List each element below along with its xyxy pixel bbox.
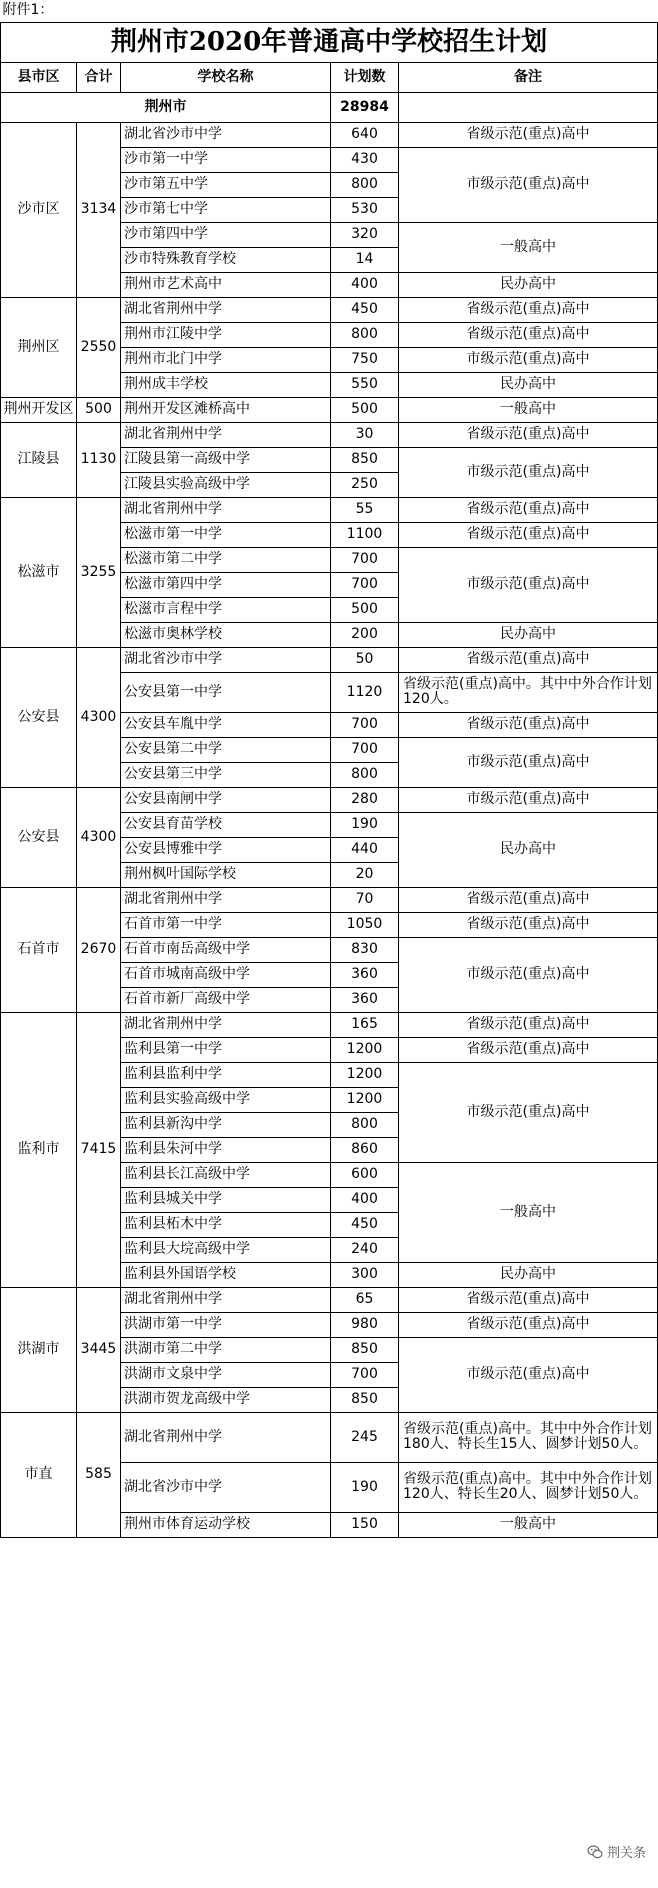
school-name-cell: 荆州开发区滩桥高中 xyxy=(121,397,331,422)
remark-cell: 省级示范(重点)高中 xyxy=(399,122,658,147)
school-name-cell: 湖北省沙市中学 xyxy=(121,1462,331,1512)
remark-cell: 市级示范(重点)高中 xyxy=(399,1337,658,1412)
school-name-cell: 沙市第七中学 xyxy=(121,197,331,222)
wechat-icon xyxy=(587,1844,603,1860)
school-name-cell: 公安县第三中学 xyxy=(121,762,331,787)
county-cell: 监利市 xyxy=(1,1012,77,1287)
plan-count-cell: 450 xyxy=(331,297,399,322)
school-name-cell: 洪湖市第二中学 xyxy=(121,1337,331,1362)
remark-cell: 省级示范(重点)高中 xyxy=(399,522,658,547)
plan-count-cell: 1200 xyxy=(331,1062,399,1087)
table-row xyxy=(1,497,658,522)
plan-count-cell: 250 xyxy=(331,472,399,497)
plan-count-cell: 550 xyxy=(331,372,399,397)
plan-count-cell: 360 xyxy=(331,962,399,987)
remark-cell: 一般高中 xyxy=(399,1512,658,1537)
watermark-text: 荆关条 xyxy=(606,1846,646,1861)
county-sum-cell: 585 xyxy=(77,1412,121,1537)
remark-cell: 市级示范(重点)高中 xyxy=(399,547,658,622)
school-name-cell: 监利县新沟中学 xyxy=(121,1112,331,1137)
school-name-cell: 湖北省荆州中学 xyxy=(121,297,331,322)
table-row xyxy=(1,1287,658,1312)
annex-label: 附件1： xyxy=(1,0,658,22)
table-row xyxy=(1,297,658,322)
school-name-cell: 公安县南闸中学 xyxy=(121,787,331,812)
school-name-cell: 监利县长江高级中学 xyxy=(121,1162,331,1187)
remark-cell: 民办高中 xyxy=(399,812,658,887)
plan-count-cell: 280 xyxy=(331,787,399,812)
table-row xyxy=(1,422,658,447)
school-name-cell: 监利县大垸高级中学 xyxy=(121,1237,331,1262)
remark-cell: 一般高中 xyxy=(399,1162,658,1262)
plan-count-cell: 400 xyxy=(331,272,399,297)
school-name-cell: 湖北省荆州中学 xyxy=(121,422,331,447)
plan-count-cell: 190 xyxy=(331,1462,399,1512)
plan-count-cell: 240 xyxy=(331,1237,399,1262)
table-row xyxy=(1,1012,658,1037)
county-sum-cell: 1130 xyxy=(77,422,121,497)
county-cell: 荆州区 xyxy=(1,297,77,397)
remark-cell: 省级示范(重点)高中 xyxy=(399,1012,658,1037)
total-label: 荆州市 xyxy=(1,92,331,122)
school-name-cell: 石首市第一中学 xyxy=(121,912,331,937)
remark-cell: 省级示范(重点)高中。其中中外合作计划120人。 xyxy=(399,672,658,712)
plan-count-cell: 360 xyxy=(331,987,399,1012)
school-name-cell: 江陵县实验高级中学 xyxy=(121,472,331,497)
county-cell: 石首市 xyxy=(1,887,77,1012)
plan-count-cell: 300 xyxy=(331,1262,399,1287)
school-name-cell: 公安县第一中学 xyxy=(121,672,331,712)
plan-count-cell: 150 xyxy=(331,1512,399,1537)
remark-cell: 省级示范(重点)高中 xyxy=(399,297,658,322)
school-name-cell: 荆州枫叶国际学校 xyxy=(121,862,331,887)
school-name-cell: 松滋市第四中学 xyxy=(121,572,331,597)
plan-count-cell: 1050 xyxy=(331,912,399,937)
plan-count-cell: 800 xyxy=(331,762,399,787)
table-row xyxy=(1,887,658,912)
plan-count-cell: 320 xyxy=(331,222,399,247)
table-row xyxy=(1,647,658,672)
plan-count-cell: 980 xyxy=(331,1312,399,1337)
county-cell: 松滋市 xyxy=(1,497,77,647)
county-cell: 市直 xyxy=(1,1412,77,1537)
plan-count-cell: 190 xyxy=(331,812,399,837)
plan-count-cell: 640 xyxy=(331,122,399,147)
school-name-cell: 荆州市艺术高中 xyxy=(121,272,331,297)
school-name-cell: 沙市第一中学 xyxy=(121,147,331,172)
plan-count-cell: 860 xyxy=(331,1137,399,1162)
table-row xyxy=(1,787,658,812)
table-row xyxy=(1,1412,658,1462)
county-sum-cell: 3445 xyxy=(77,1287,121,1412)
school-name-cell: 湖北省荆州中学 xyxy=(121,887,331,912)
school-name-cell: 湖北省沙市中学 xyxy=(121,122,331,147)
county-sum-cell: 3134 xyxy=(77,122,121,297)
school-name-cell: 荆州市江陵中学 xyxy=(121,322,331,347)
school-name-cell: 公安县车胤中学 xyxy=(121,712,331,737)
remark-cell: 市级示范(重点)高中 xyxy=(399,737,658,787)
remark-cell: 省级示范(重点)高中 xyxy=(399,1287,658,1312)
school-name-cell: 江陵县第一高级中学 xyxy=(121,447,331,472)
plan-count-cell: 500 xyxy=(331,397,399,422)
county-cell: 公安县 xyxy=(1,647,77,787)
remark-cell: 民办高中 xyxy=(399,272,658,297)
school-name-cell: 松滋市奥林学校 xyxy=(121,622,331,647)
plan-count-cell: 800 xyxy=(331,322,399,347)
plan-count-cell: 700 xyxy=(331,547,399,572)
plan-count-cell: 830 xyxy=(331,937,399,962)
school-name-cell: 湖北省沙市中学 xyxy=(121,647,331,672)
school-name-cell: 湖北省荆州中学 xyxy=(121,1412,331,1462)
remark-cell: 市级示范(重点)高中 xyxy=(399,937,658,1012)
header-row xyxy=(1,62,658,92)
remark-cell: 一般高中 xyxy=(399,397,658,422)
plan-count-cell: 1200 xyxy=(331,1087,399,1112)
county-sum-cell: 4300 xyxy=(77,647,121,787)
remark-cell: 省级示范(重点)高中。其中中外合作计划120人、特长生20人、圆梦计划50人。 xyxy=(399,1462,658,1512)
total-note xyxy=(399,92,658,122)
remark-cell: 民办高中 xyxy=(399,372,658,397)
header-plan: 计划数 xyxy=(331,62,399,92)
school-name-cell: 荆州市体育运动学校 xyxy=(121,1512,331,1537)
plan-count-cell: 750 xyxy=(331,347,399,372)
school-name-cell: 湖北省荆州中学 xyxy=(121,1012,331,1037)
county-sum-cell: 500 xyxy=(77,397,121,422)
school-name-cell: 石首市城南高级中学 xyxy=(121,962,331,987)
school-name-cell: 松滋市第二中学 xyxy=(121,547,331,572)
remark-cell: 省级示范(重点)高中 xyxy=(399,712,658,737)
plan-count-cell: 700 xyxy=(331,737,399,762)
plan-count-cell: 800 xyxy=(331,172,399,197)
plan-count-cell: 700 xyxy=(331,1362,399,1387)
school-name-cell: 洪湖市文泉中学 xyxy=(121,1362,331,1387)
school-name-cell: 洪湖市贺龙高级中学 xyxy=(121,1387,331,1412)
remark-cell: 一般高中 xyxy=(399,222,658,272)
remark-cell: 省级示范(重点)高中 xyxy=(399,422,658,447)
annex-row xyxy=(1,0,658,22)
school-name-cell: 荆州成丰学校 xyxy=(121,372,331,397)
header-school: 学校名称 xyxy=(121,62,331,92)
remark-cell: 省级示范(重点)高中 xyxy=(399,887,658,912)
plan-count-cell: 50 xyxy=(331,647,399,672)
plan-count-cell: 14 xyxy=(331,247,399,272)
county-sum-cell: 4300 xyxy=(77,787,121,887)
plan-count-cell: 600 xyxy=(331,1162,399,1187)
plan-count-cell: 20 xyxy=(331,862,399,887)
remark-cell: 市级示范(重点)高中 xyxy=(399,447,658,497)
school-name-cell: 监利县城关中学 xyxy=(121,1187,331,1212)
county-sum-cell: 7415 xyxy=(77,1012,121,1287)
school-name-cell: 松滋市第一中学 xyxy=(121,522,331,547)
remark-cell: 民办高中 xyxy=(399,1262,658,1287)
remark-cell: 省级示范(重点)高中 xyxy=(399,912,658,937)
plan-count-cell: 165 xyxy=(331,1012,399,1037)
total-row xyxy=(1,92,658,122)
county-cell: 江陵县 xyxy=(1,422,77,497)
school-name-cell: 湖北省荆州中学 xyxy=(121,1287,331,1312)
remark-cell: 省级示范(重点)高中 xyxy=(399,1037,658,1062)
plan-count-cell: 65 xyxy=(331,1287,399,1312)
county-cell: 沙市区 xyxy=(1,122,77,297)
remark-cell: 省级示范(重点)高中 xyxy=(399,497,658,522)
total-value: 28984 xyxy=(331,92,399,122)
remark-cell: 省级示范(重点)高中。其中中外合作计划180人、特长生15人、圆梦计划50人。 xyxy=(399,1412,658,1462)
table-row xyxy=(1,122,658,147)
watermark xyxy=(583,1841,650,1862)
plan-count-cell: 55 xyxy=(331,497,399,522)
header-sum: 合计 xyxy=(77,62,121,92)
header-note: 备注 xyxy=(399,62,658,92)
school-name-cell: 沙市第四中学 xyxy=(121,222,331,247)
county-cell: 公安县 xyxy=(1,787,77,887)
school-name-cell: 松滋市言程中学 xyxy=(121,597,331,622)
remark-cell: 市级示范(重点)高中 xyxy=(399,347,658,372)
school-name-cell: 监利县朱河中学 xyxy=(121,1137,331,1162)
plan-count-cell: 800 xyxy=(331,1112,399,1137)
remark-cell: 市级示范(重点)高中 xyxy=(399,147,658,222)
plan-count-cell: 245 xyxy=(331,1412,399,1462)
plan-count-cell: 700 xyxy=(331,712,399,737)
school-name-cell: 湖北省荆州中学 xyxy=(121,497,331,522)
county-sum-cell: 3255 xyxy=(77,497,121,647)
plan-count-cell: 1100 xyxy=(331,522,399,547)
plan-count-cell: 430 xyxy=(331,147,399,172)
plan-count-cell: 70 xyxy=(331,887,399,912)
remark-cell: 市级示范(重点)高中 xyxy=(399,787,658,812)
county-cell: 荆州开发区 xyxy=(1,397,77,422)
school-name-cell: 监利县监利中学 xyxy=(121,1062,331,1087)
school-name-cell: 洪湖市第一中学 xyxy=(121,1312,331,1337)
remark-cell: 民办高中 xyxy=(399,622,658,647)
remark-cell: 省级示范(重点)高中 xyxy=(399,1312,658,1337)
school-name-cell: 沙市特殊教育学校 xyxy=(121,247,331,272)
school-name-cell: 荆州市北门中学 xyxy=(121,347,331,372)
school-name-cell: 石首市新厂高级中学 xyxy=(121,987,331,1012)
remark-cell: 市级示范(重点)高中 xyxy=(399,1062,658,1162)
plan-count-cell: 1120 xyxy=(331,672,399,712)
plan-count-cell: 500 xyxy=(331,597,399,622)
remark-cell: 省级示范(重点)高中 xyxy=(399,647,658,672)
remark-cell: 省级示范(重点)高中 xyxy=(399,322,658,347)
plan-count-cell: 440 xyxy=(331,837,399,862)
county-sum-cell: 2550 xyxy=(77,297,121,397)
title-row xyxy=(1,22,658,62)
plan-count-cell: 450 xyxy=(331,1212,399,1237)
plan-count-cell: 700 xyxy=(331,572,399,597)
school-name-cell: 监利县外国语学校 xyxy=(121,1262,331,1287)
county-sum-cell: 2670 xyxy=(77,887,121,1012)
plan-count-cell: 400 xyxy=(331,1187,399,1212)
school-name-cell: 石首市南岳高级中学 xyxy=(121,937,331,962)
plan-count-cell: 850 xyxy=(331,1337,399,1362)
school-name-cell: 监利县柘木中学 xyxy=(121,1212,331,1237)
school-name-cell: 公安县育苗学校 xyxy=(121,812,331,837)
school-name-cell: 沙市第五中学 xyxy=(121,172,331,197)
plan-count-cell: 1200 xyxy=(331,1037,399,1062)
table-row xyxy=(1,397,658,422)
plan-count-cell: 530 xyxy=(331,197,399,222)
page-title: 荆州市2020年普通高中学校招生计划 xyxy=(1,22,658,62)
county-cell: 洪湖市 xyxy=(1,1287,77,1412)
plan-count-cell: 850 xyxy=(331,447,399,472)
plan-count-cell: 850 xyxy=(331,1387,399,1412)
school-name-cell: 公安县博雅中学 xyxy=(121,837,331,862)
school-name-cell: 公安县第二中学 xyxy=(121,737,331,762)
plan-count-cell: 200 xyxy=(331,622,399,647)
school-name-cell: 监利县实验高级中学 xyxy=(121,1087,331,1112)
plan-count-cell: 30 xyxy=(331,422,399,447)
school-name-cell: 监利县第一中学 xyxy=(121,1037,331,1062)
header-county: 县市区 xyxy=(1,62,77,92)
